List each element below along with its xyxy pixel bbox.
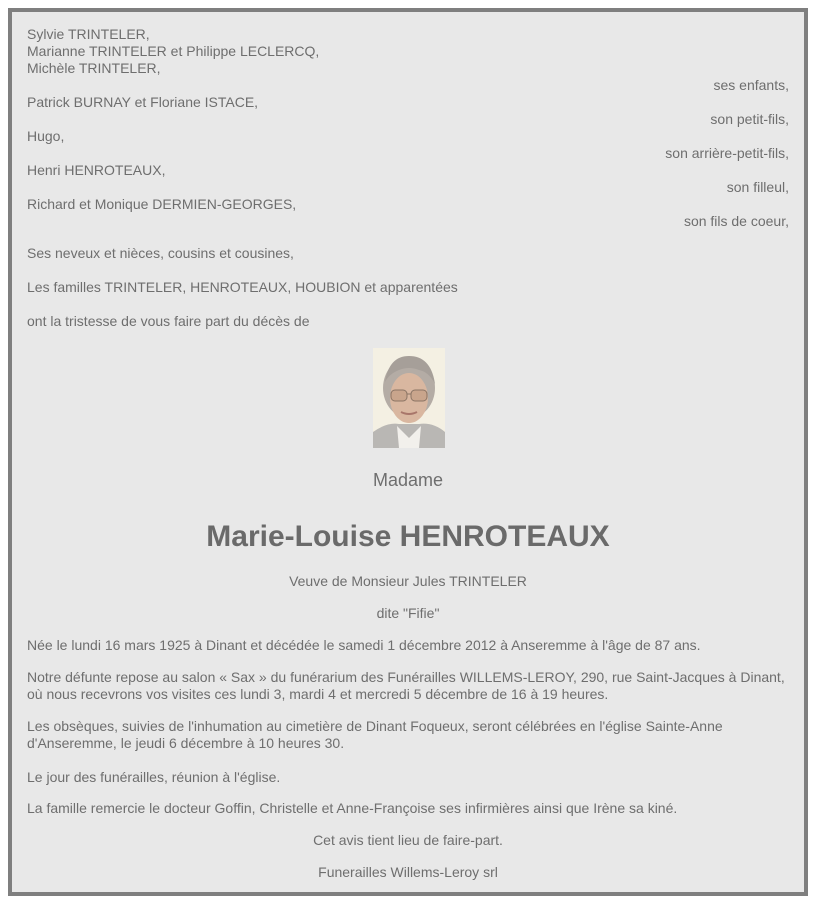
funeral-info: Les obsèques, suivies de l'inhumation au cimetière de Dinant Foqueux, seront célébrées en l'église Sainte-Anne d'Anseremme, le jeudi 6 décembre à 10 heures 30. <box>27 718 723 751</box>
meeting-info: Le jour des funérailles, réunion à l'église. <box>27 769 281 785</box>
family-name-3: Michèle TRINTELER, <box>27 60 161 76</box>
announcement-line: ont la tristesse de vous faire part du décès de <box>27 313 310 329</box>
families-line: Les familles TRINTELER, HENROTEAUX, HOUBION et apparentées <box>27 279 458 295</box>
notice-text: Cet avis tient lieu de faire-part. <box>313 832 503 848</box>
birth-death-info: Née le lundi 16 mars 1925 à Dinant et décédée le samedi 1 décembre 2012 à Anseremme à l'âge de 87 ans. <box>27 637 701 653</box>
obituary-card <box>8 8 808 896</box>
family-name-1: Sylvie TRINTELER, <box>27 26 150 42</box>
family-name-6: Henri HENROTEAUX, <box>27 162 166 178</box>
nickname: dite "Fifie" <box>376 605 440 621</box>
family-name-5: Hugo, <box>27 128 65 144</box>
visitation-info: Notre défunte repose au salon « Sax » du funérarium des Funérailles WILLEMS-LEROY, 290, rue Saint-Jacques à Dinant, où nous recevrons vos visites ces lundi 3, mardi 4 et mercredi 5 décembre de 16 à 19 heures. <box>27 669 785 702</box>
widow-of: Veuve de Monsieur Jules TRINTELER <box>289 573 527 589</box>
relation-great-grandson: son arrière-petit-fils, <box>665 145 789 161</box>
family-name-7: Richard et Monique DERMIEN-GEORGES, <box>27 196 297 212</box>
portrait-photo <box>373 348 445 448</box>
obituary-content <box>27 12 789 892</box>
thanks-info: La famille remercie le docteur Goffin, Christelle et Anne-Françoise ses infirmières ainsi que Irène sa kiné. <box>27 800 678 816</box>
relation-children: ses enfants, <box>713 77 789 93</box>
extended-family: Ses neveux et nièces, cousins et cousines, <box>27 245 294 261</box>
family-name-4: Patrick BURNAY et Floriane ISTACE, <box>27 94 259 110</box>
funeral-home: Funerailles Willems-Leroy srl <box>318 864 498 880</box>
family-name-2: Marianne TRINTELER et Philippe LECLERCQ, <box>27 43 320 59</box>
relation-grandson: son petit-fils, <box>710 111 789 127</box>
relation-godson: son filleul, <box>726 179 789 195</box>
portrait-image-icon <box>373 348 445 448</box>
deceased-name: Marie-Louise HENROTEAUX <box>206 520 610 553</box>
relation-son-of-heart: son fils de coeur, <box>683 213 789 229</box>
deceased-title: Madame <box>372 470 444 490</box>
